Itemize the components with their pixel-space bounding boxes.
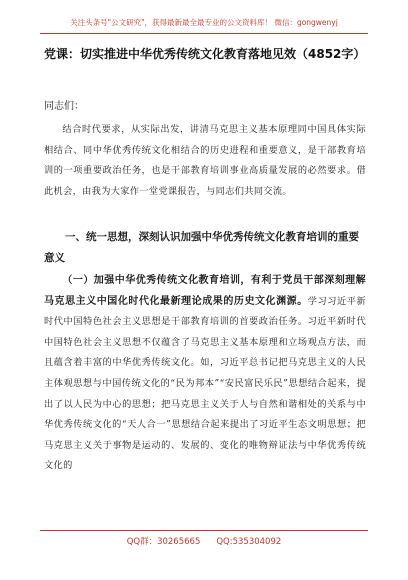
paragraph-section1 [44,271,366,477]
header-promo-text: 关注头条号"公文研究"，获得最新最全最专业的公文资料库！ 微信：gongwenyj [70,18,338,27]
page-footer [40,530,368,550]
footer-divider [40,530,368,531]
paragraph-intro: 结合时代要求，从实际出发，讲清马克思主义基本原理同中国具体实际相结合、同中华优秀传统文化相结合的历史进程和重要意义，是干部教育培训的一项重要政治任务，也是干部教育培训事业高质量发展的必然要求。借此机会，由我为大家作一堂党课报告，与同志们共同交流。 [44,124,366,197]
page-header [40,6,368,36]
footer-qq: QQ:535304092 [216,537,282,547]
paragraph-body: 学习习近平新时代中国特色社会主义思想是干部教育培训的首要政治任务。习近平新时代中国特色社会主义思想不仅蕴含了马克思主义基本原理和立场观点方法，而且蕴含着丰富的中华优秀传统文化。如，习近平总书记把马克思主义的人民主体观思想与中国传统文化的“民为邦本”“安民富民乐民”思想结合起来，提出了以人民为中心的思想；把马克思主义关于人与自然和谐相处的关系与中华优秀传统文化的“天人合一”思想结合起来提出了习近平生态文明思想；把马克思主义关于事物是运动的、发展的、变化的唯物辩证法与中华优秀传统文化的 [44,295,366,472]
footer-contact [40,535,368,547]
footer-qq-group: QQ群：30265665 [126,537,201,547]
header-divider [40,33,368,34]
salutation: 同志们： [44,101,84,112]
paragraph-lead: （一）加强中华优秀传统文化教育培训，有利于党员干部深刻理解马克思主义中国化时代化最新理论成果的历史文化渊源。 [44,275,366,307]
document-title: 党课：切实推进中华优秀传统文化教育落地见效（4852字） [44,47,366,61]
section-heading: 一、统一思想，深刻认识加强中华优秀传统文化教育培训的重要意义 [44,231,359,264]
